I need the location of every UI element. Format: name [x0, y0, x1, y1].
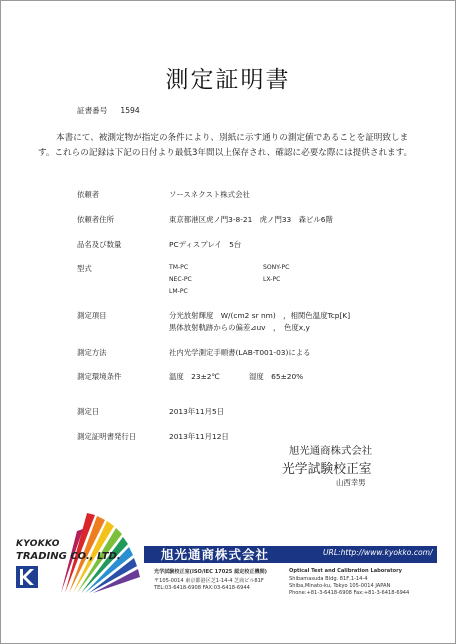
en-lab-address-2: Shiba,Minato-ku, Tokyo 105-0014 JAPAN — [289, 583, 391, 589]
issue-date-label: 測定証明書発行日 — [77, 432, 137, 441]
date-value: 2013年11月5日 — [169, 407, 225, 416]
environment-humidity: 湿度 65±20% — [249, 372, 304, 381]
model-item: LX-PC — [263, 276, 281, 283]
en-lab-phone: Phone:+81-3-6418-6908 Fax:+81-3-6418-6944 — [289, 590, 410, 596]
product-value: PCディスプレイ 5台 — [169, 240, 242, 249]
certificate-number-value: 1594 — [120, 106, 140, 115]
en-lab-address-1: Shibamasuda Bldg. 81F,1-14-4 — [289, 576, 368, 582]
jp-lab-phone: TEL:03-6418-6908 FAX:03-6418-6944 — [154, 585, 250, 591]
website-link[interactable]: URL:http://www.kyokko.com/ — [323, 548, 433, 557]
en-lab-title: Optical Test and Calibration Laboratory — [289, 568, 402, 574]
environment-label: 測定環境条件 — [77, 372, 122, 381]
page-title: 測定証明書 — [165, 67, 291, 93]
signature-person: 山西幸男 — [336, 478, 366, 487]
signature-lab: 光学試験校正室 — [282, 462, 372, 477]
intro-line-1: 本書にて、被測定物が指定の条件により、別紙に示す通りの測定値であることを証明致しま — [56, 133, 409, 143]
model-item: LM-PC — [169, 288, 188, 295]
items-line-1: 分光放射輝度 W/(cm2 sr nm) ，相関色温度Tcp[K] — [169, 311, 351, 320]
items-label: 測定項目 — [77, 311, 107, 320]
intro-text — [38, 131, 422, 161]
client-label: 依頼者 — [77, 190, 100, 199]
intro-line-2: す。これらの記録は下記の日付より最低3年間以上保存され、確認に必要な際には提供されます。 — [38, 148, 413, 158]
date-label: 測定日 — [77, 407, 100, 416]
method-value: 社内光学測定手順書(LAB-T001-03)による — [169, 348, 311, 357]
logo-text-kyokko: KYOKKO — [16, 539, 60, 549]
logo-text-trading: TRADING CO., LTD. — [16, 551, 121, 562]
certificate-number-label: 証書番号 — [77, 106, 108, 115]
banner-company-name: 旭光通商株式会社 — [161, 547, 270, 562]
product-label: 品名及び数量 — [77, 240, 122, 249]
logo-k-mark-icon — [16, 566, 38, 588]
model-item: SONY-PC — [263, 264, 290, 271]
environment-temperature: 温度 23±2℃ — [169, 372, 220, 381]
address-label: 依頼者住所 — [77, 215, 114, 224]
model-label: 型式 — [77, 264, 92, 273]
jp-lab-address: 〒105-0014 東京都港区芝1-14-4 芝商ビル81F — [154, 578, 264, 584]
signature-company: 旭光通商株式会社 — [289, 445, 373, 457]
model-item: NEC-PC — [169, 276, 192, 283]
model-item: TM-PC — [169, 264, 189, 271]
jp-lab-title: 光学試験校正室(ISO/IEC 17025 認定校正機関) — [154, 569, 268, 575]
address-value: 東京都港区虎ノ門3-8-21 虎ノ門33 森ビル6階 — [169, 215, 333, 224]
certificate-number — [77, 105, 140, 116]
method-label: 測定方法 — [77, 348, 107, 357]
issue-date-value: 2013年11月12日 — [169, 432, 229, 441]
client-value: ソースネクスト株式会社 — [169, 190, 250, 199]
items-line-2: 黒体放射軌跡からの偏差⊿uv ， 色度x,y — [169, 323, 310, 332]
